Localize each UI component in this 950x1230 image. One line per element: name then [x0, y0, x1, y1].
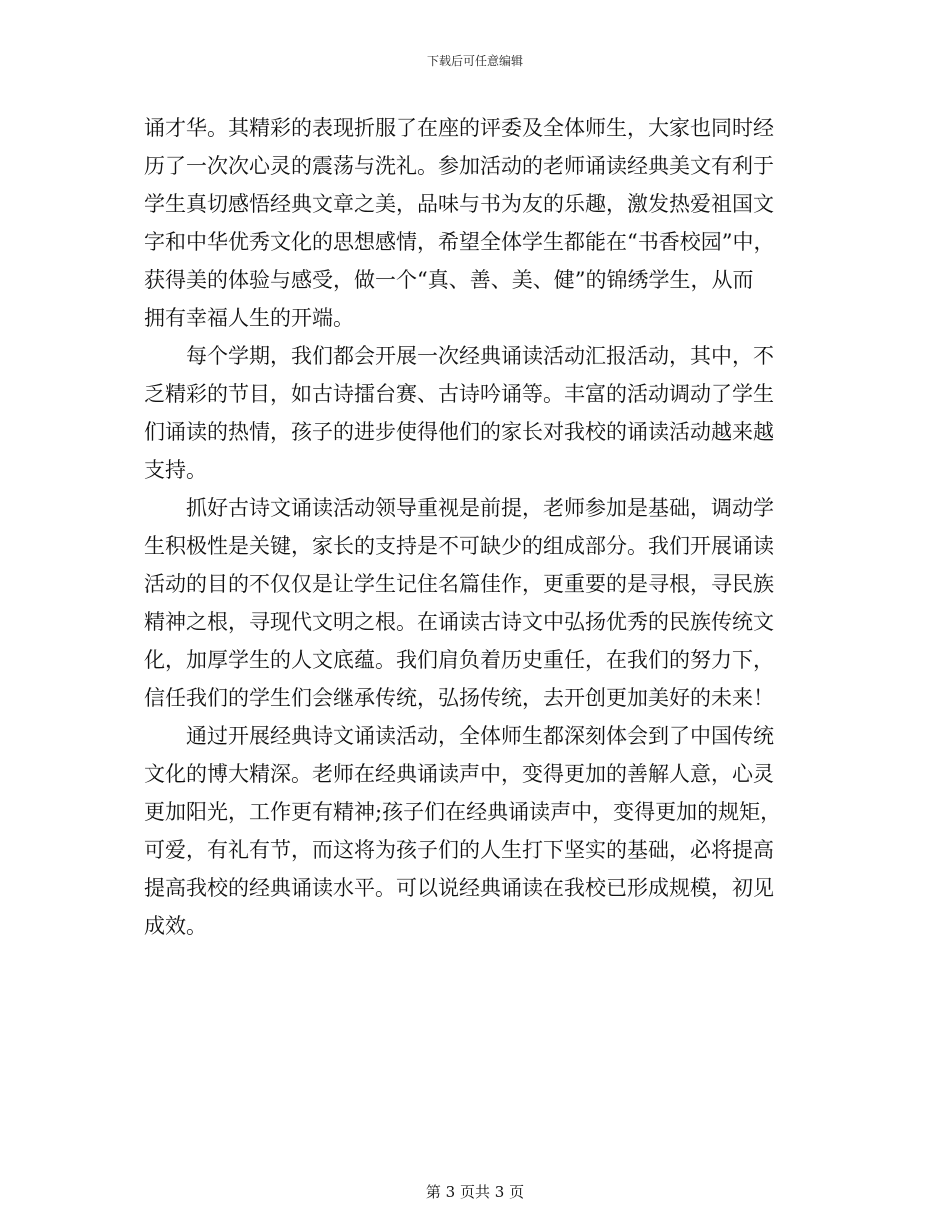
text-line: 抓好古诗文诵读活动领导重视是前提，老师参加是基础，调动学: [144, 496, 774, 520]
text-line: 成效。: [144, 914, 207, 938]
text-line: 字和中华优秀文化的思想感情，希望全体学生都能在“书香校园”中，: [144, 230, 775, 254]
text-line: 诵才华。其精彩的表现折服了在座的评委及全体师生，大家也同时经: [144, 116, 774, 140]
page-header: 下载后可任意编辑: [426, 54, 523, 68]
text-line: 活动的目的不仅仅是让学生记住名篇佳作，更重要的是寻根，寻民族: [144, 572, 774, 596]
text-line: 获得美的体验与感受，做一个“真、善、美、健”的锦绣学生，从而: [144, 268, 754, 292]
text-line: 精神之根，寻现代文明之根。在诵读古诗文中弘扬优秀的民族传统文: [144, 610, 774, 634]
text-line: 乏精彩的节目，如古诗擂台赛、古诗吟诵等。丰富的活动调动了学生: [144, 382, 774, 406]
text-line: 通过开展经典诗文诵读活动，全体师生都深刻体会到了中国传统: [144, 724, 774, 748]
text-line: 更加阳光，工作更有精神;孩子们在经典诵读声中，变得更加的规矩，: [144, 800, 782, 824]
text-line: 化，加厚学生的人文底蕴。我们肩负着历史重任，在我们的努力下，: [144, 648, 774, 672]
text-line: 拥有幸福人生的开端。: [144, 306, 354, 330]
text-line: 文化的博大精深。老师在经典诵读声中，变得更加的善解人意，心灵: [144, 762, 774, 786]
text-line: 学生真切感悟经典文章之美，品味与书为友的乐趣，激发热爱祖国文: [144, 192, 774, 216]
text-line: 历了一次次心灵的震荡与洗礼。参加活动的老师诵读经典美文有利于: [144, 154, 774, 178]
text-line: 支持。: [144, 458, 207, 482]
text-line: 信任我们的学生们会继承传统，弘扬传统，去开创更加美好的未来！: [144, 686, 774, 710]
text-line: 每个学期，我们都会开展一次经典诵读活动汇报活动，其中，不: [144, 344, 774, 368]
text-line: 提高我校的经典诵读水平。可以说经典诵读在我校已形成规模，初见: [144, 876, 774, 900]
text-line: 们诵读的热情，孩子的进步使得他们的家长对我校的诵读活动越来越: [144, 420, 774, 444]
body-text: [144, 109, 804, 945]
text-line: 生积极性是关键，家长的支持是不可缺少的组成部分。我们开展诵读: [144, 534, 774, 558]
page-number: 第 3 页共 3 页: [425, 1183, 525, 1201]
text-line: 可爱，有礼有节，而这将为孩子们的人生打下坚实的基础，必将提高: [144, 838, 774, 862]
